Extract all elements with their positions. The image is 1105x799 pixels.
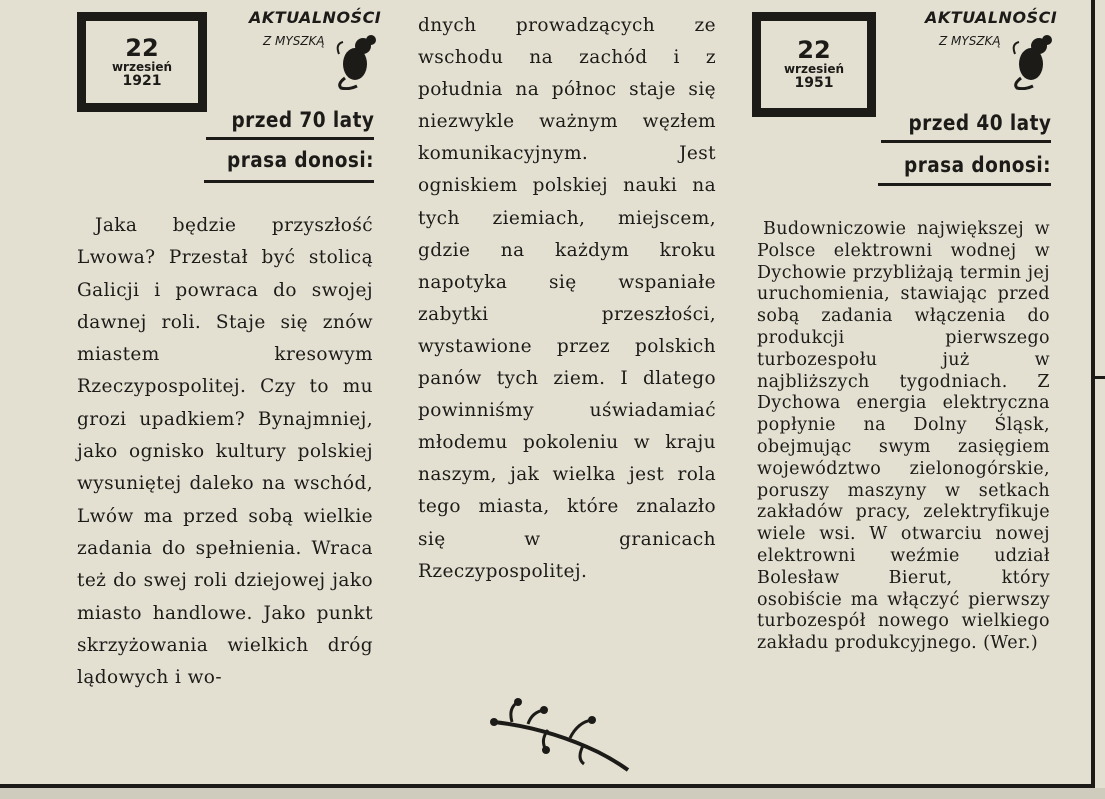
mouse-icon	[1011, 34, 1055, 90]
logo-title: AKTUALNOŚCI	[925, 8, 1058, 27]
heading-rule	[878, 183, 1051, 186]
article-text-dychow: Budowniczowie największej w Polsce elektrowni wodnej w Dychowie przybliżają termin jej uruchomienia, stawiając przed sobą zadania włączenia do produkcji pierwszego turbozespołu już w najbliższych tygodniach. Z Dychowa energia elektryczna popłynie na Dolny Śląsk, obejmując swym zasięgiem województwo zielonogórskie, poruszy maszyny w setkach zakładów pracy, zelektryfikuje wiele wsi. W otwarciu nowej elektrowni weźmie udział Bolesław Bierut, który osobiście ma włączyć pierwszy turbozespół nowego wielkiego zakładu produkcyjnego. (Wer.)	[757, 219, 1050, 654]
heading-press-reports: prasa donosi:	[904, 153, 1051, 177]
date-box-1951	[752, 12, 876, 117]
heading-rule	[881, 140, 1051, 143]
date-month: wrzesień	[783, 62, 845, 77]
heading-rule	[206, 137, 374, 140]
aktualnosci-logo	[249, 8, 389, 88]
aktualnosci-logo	[925, 8, 1065, 88]
mouse-icon	[335, 34, 379, 90]
date-box-1921	[77, 12, 207, 112]
twig-ornament	[488, 692, 638, 772]
heading-press-reports: prasa donosi:	[227, 148, 374, 172]
heading-years-ago: przed 40 laty	[908, 111, 1051, 135]
date-year: 1921	[122, 72, 162, 89]
date-day: 22	[125, 33, 159, 62]
logo-subtitle: Z MYSZKĄ	[939, 34, 1001, 48]
page-edge	[0, 788, 1105, 799]
logo-subtitle: Z MYSZKĄ	[263, 34, 325, 48]
heading-years-ago: przed 70 laty	[231, 108, 374, 132]
column-frame-right	[1091, 0, 1095, 788]
date-day: 22	[797, 36, 831, 65]
logo-title: AKTUALNOŚCI	[249, 8, 382, 27]
frame-tick	[1095, 376, 1105, 379]
heading-rule	[204, 180, 374, 183]
article-text-lwow-part1: Jaka będzie przyszłość Lwowa? Przestał być stolicą Galicji i powraca do swojej dawnej roli. Staje się znów miastem kresowym Rzeczypospolitej. Czy to mu grozi upadkiem? Bynajmniej, jako ognisko kultury polskiej wysuniętej daleko na wschód, Lwów ma przed sobą wielkie zadania do spełnienia. Wraca też do swej roli dziejowej jako miasto handlowe. Jako punkt skrzyżowania wielkich dróg lądowych i wo-	[77, 215, 373, 689]
date-month: wrzesień	[111, 59, 173, 74]
article-text-lwow-part2: dnych prowadzących ze wschodu na zachód i z południa na północ staje się niezwykle ważnym węzłem komunikacyjnym. Jest ogniskiem polskiej nauki na tych ziemiach, miejscem, gdzie na każdym kroku napotyka się wspaniałe zabytki przeszłości, wystawione przez polskich panów tych ziem. I dlatego powinniśmy uświadamiać młodemu pokoleniu w kraju naszym, jak wielka jest rola tego miasta, które znalazło się w granicach Rzeczypospolitej.	[418, 15, 716, 582]
date-year: 1951	[794, 75, 834, 92]
